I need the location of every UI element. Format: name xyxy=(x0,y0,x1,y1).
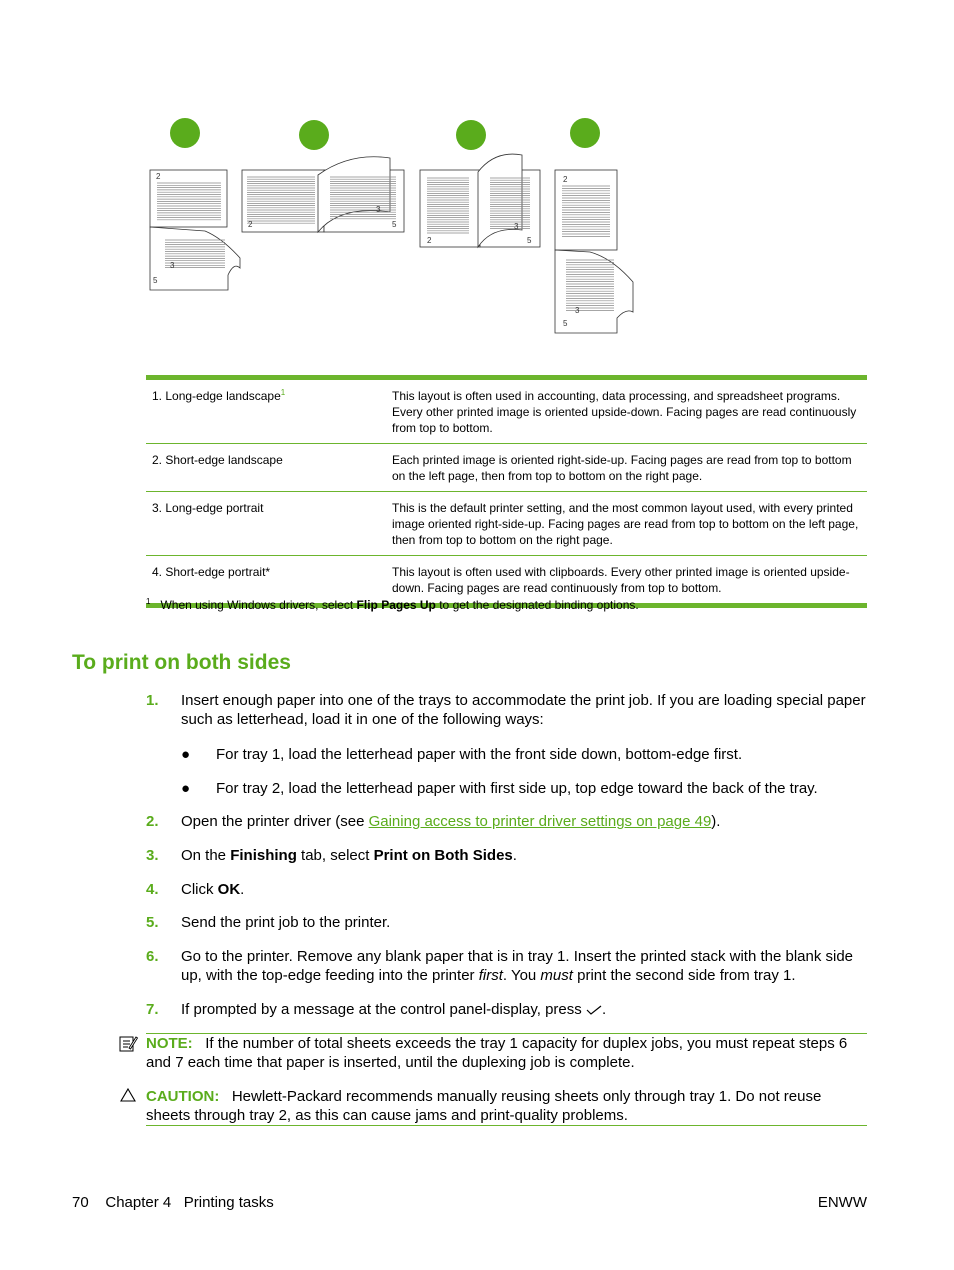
caution-label: CAUTION: xyxy=(146,1088,220,1105)
bullet-text: For tray 1, load the letterhead paper with the front side down, bottom-edge first. xyxy=(216,746,743,763)
layout4-page-num-right: 3 xyxy=(575,306,580,315)
option-description: This is the default printer setting, and the most common layout used, with every printed image oriented right-side-up. Facing pages are read from top to bottom on the left page, then from top to bottom on the right page. xyxy=(392,501,859,547)
step-text-post: . xyxy=(240,881,245,898)
table-row xyxy=(146,492,867,556)
table-row xyxy=(146,556,867,603)
option-name: 4. Short-edge portrait* xyxy=(152,565,271,579)
footnote-number: 1 xyxy=(146,597,151,606)
bullet-glyph: ● xyxy=(181,746,191,763)
layout2-page-num-back: 5 xyxy=(392,220,397,229)
print-both-sides-label: Print on Both Sides xyxy=(373,847,513,864)
layout2-page-num-left: 2 xyxy=(248,220,253,229)
step-text-pre: On the xyxy=(181,847,231,864)
step-number: 4. xyxy=(146,881,159,898)
layout3-page-num-back: 5 xyxy=(527,236,532,245)
page-number: 70 xyxy=(72,1194,89,1211)
printer-driver-settings-link[interactable]: Gaining access to printer driver settings on page 49 xyxy=(368,813,712,830)
layout4-page-num-back: 5 xyxy=(563,319,568,328)
step-text-pre: Open the printer driver (see xyxy=(181,813,369,830)
option-name: 2. Short-edge landscape xyxy=(152,453,283,467)
footnote-text-pre: When using Windows drivers, select xyxy=(160,598,357,612)
section-title: To print on both sides xyxy=(72,651,291,674)
step-text-post: ). xyxy=(711,813,721,830)
step-text xyxy=(181,947,867,985)
checkmark-icon xyxy=(586,1004,602,1016)
layout3-page-num-left: 2 xyxy=(427,236,432,245)
step-text xyxy=(181,880,867,899)
step-text xyxy=(181,812,867,831)
step-text-b: . You xyxy=(502,967,541,984)
footer-left xyxy=(72,1194,274,1211)
table-row xyxy=(146,380,867,444)
step-text-a: Go to the printer. Remove any blank paper that is in tray 1. Insert the printed stack with the blank side up, with the top-edge feeding into the printer xyxy=(181,948,854,984)
layout3-page-num-right: 3 xyxy=(514,222,519,231)
layout1-page-num-back: 5 xyxy=(153,276,158,285)
step-text-pre: Click xyxy=(181,881,218,898)
step-number: 3. xyxy=(146,847,159,864)
note-label: NOTE: xyxy=(146,1035,193,1052)
step-6 xyxy=(146,947,867,987)
layout2-page-num-right: 3 xyxy=(376,205,381,214)
step-number: 7. xyxy=(146,1001,159,1018)
note-icon xyxy=(118,1034,138,1059)
bullet-glyph: ● xyxy=(181,780,191,797)
table-cell-option xyxy=(146,380,386,443)
step-number: 5. xyxy=(146,914,159,931)
caution-icon xyxy=(120,1087,136,1108)
layout4-page-num-left: 2 xyxy=(563,175,568,184)
step-text-first: first xyxy=(478,967,503,984)
layout1-page-num-left: 2 xyxy=(156,172,161,181)
step-text-mid: tab, select xyxy=(296,847,374,864)
layout1-top-page xyxy=(150,170,227,227)
step-text xyxy=(181,1000,867,1019)
ok-label: OK xyxy=(217,881,241,898)
bullet-text: For tray 2, load the letterhead paper with first side up, top edge toward the back of the tray. xyxy=(216,780,818,797)
note-block xyxy=(146,1034,867,1072)
option-name: 1. Long-edge landscape xyxy=(152,389,281,403)
option-description: Each printed image is oriented right-side-up. Facing pages are read from top to bottom on the left page, then from top to bottom on the right page. xyxy=(392,453,852,483)
binding-options-table xyxy=(146,375,867,608)
footnote-text-bold: Flip Pages Up xyxy=(356,598,436,612)
step-number: 1. xyxy=(146,692,159,709)
option-description: This layout is often used in accounting, data processing, and spreadsheet programs. Every other printed image is oriented upside-down. Facing pages are read continuously from top to bottom. xyxy=(392,389,857,435)
caution-block xyxy=(146,1087,867,1125)
step-text-must: must xyxy=(540,967,573,984)
option-description: This layout is often used with clipboards. Every other printed image is oriented upside-down. Facing pages are read continuously from top to bottom. xyxy=(392,565,850,595)
note-text: If the number of total sheets exceeds the tray 1 capacity for duplex jobs, you must repeat steps 6 and 7 each time that paper is inserted, until the duplexing job is complete. xyxy=(146,1035,848,1071)
option-name: 3. Long-edge portrait xyxy=(152,501,264,515)
step-1 xyxy=(146,691,867,731)
step-text-pre: If prompted by a message at the control panel-display, press xyxy=(181,1001,586,1018)
page-layout-illustrations xyxy=(0,0,954,360)
step-text: Send the print job to the printer. xyxy=(181,914,391,931)
step-number: 6. xyxy=(146,948,159,965)
table-footnote xyxy=(146,597,639,612)
layout1-page-num-right: 3 xyxy=(170,261,175,270)
step-text xyxy=(181,846,867,865)
caution-text: Hewlett-Packard recommends manually reusing sheets only through tray 1. Do not reuse sheets through tray 2, as this can cause jams and print-quality problems. xyxy=(146,1088,822,1124)
step-text-c: print the second side from tray 1. xyxy=(572,967,796,984)
footnote-text-post: to get the designated binding options. xyxy=(435,598,639,612)
finishing-tab-label: Finishing xyxy=(230,847,297,864)
footnote-ref: 1 xyxy=(280,388,286,397)
table-row xyxy=(146,444,867,492)
caution-bottom-rule xyxy=(146,1125,867,1126)
step-text-post: . xyxy=(601,1001,607,1018)
chapter-title: Chapter 4 Printing tasks xyxy=(105,1194,274,1211)
step-text: Insert enough paper into one of the trays to accommodate the print job. If you are loading special paper such as letterhead, load it in one of the following ways: xyxy=(181,692,866,728)
step-number: 2. xyxy=(146,813,159,830)
footer-right: ENWW xyxy=(817,1194,867,1211)
step-text-post: . xyxy=(512,847,517,864)
